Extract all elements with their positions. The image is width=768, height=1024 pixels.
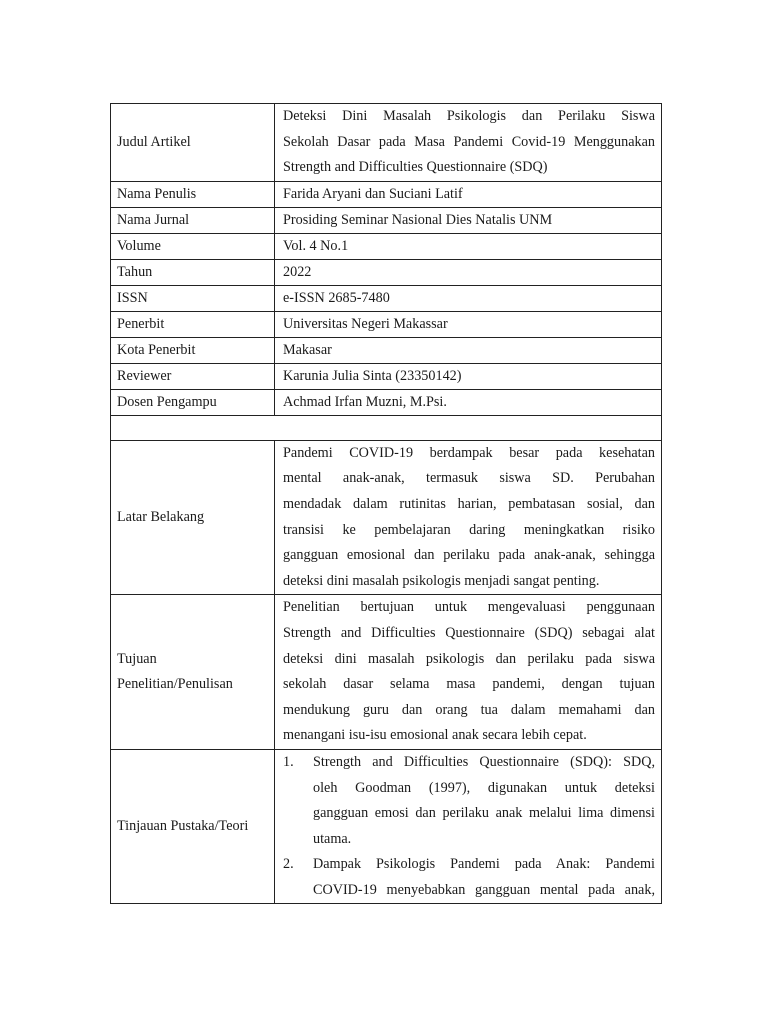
article-review-table	[110, 103, 662, 904]
judul-line: Deteksi Dini Masalah Psikologis dan Perilaku Siswa	[283, 108, 655, 124]
value-nama-jurnal: Prosiding Seminar Nasional Dies Natalis UNM	[275, 207, 662, 233]
theory-line: utama.	[313, 830, 352, 847]
theory-line: gangguan emosi dan perilaku anak melalui lima dimensi	[313, 805, 655, 822]
row-dosen-pengampu	[111, 389, 662, 415]
theory-line: Strength and Difficulties Questionnaire (SDQ): SDQ,	[313, 753, 655, 770]
latar-line: mendadak dalam rutinitas harian, pembatasan sosial, dan	[283, 495, 655, 512]
value-tahun: 2022	[275, 259, 662, 285]
judul-line: Strength and Difficulties Questionnaire (SDQ)	[283, 159, 548, 176]
theory-line: oleh Goodman (1997), digunakan untuk deteksi	[313, 779, 655, 796]
value-issn: e-ISSN 2685-7480	[275, 285, 662, 311]
latar-line: gangguan emosional dan perilaku pada anak-anak, sehingga	[283, 547, 655, 564]
theory-line: Dampak Psikologis Pandemi pada Anak: Pandemi	[313, 856, 655, 873]
value-volume: Vol. 4 No.1	[275, 233, 662, 259]
theory-item	[283, 852, 655, 903]
tujuan-label-line: Penelitian/Penulisan	[117, 676, 233, 693]
theory-item	[283, 750, 655, 852]
label-issn: ISSN	[111, 285, 275, 311]
label-nama-penulis: Nama Penulis	[111, 181, 275, 207]
label-tinjauan-pustaka: Tinjauan Pustaka/Teori	[111, 749, 275, 904]
latar-line: deteksi dini masalah psikologis menjadi sangat penting.	[283, 572, 600, 589]
tujuan-line: Strength and Difficulties Questionnaire (SDQ) sebagai alat	[283, 624, 655, 641]
label-tujuan-penelitian	[111, 595, 275, 750]
value-reviewer: Karunia Julia Sinta (23350142)	[275, 363, 662, 389]
theory-item-number: 1.	[283, 753, 294, 770]
tujuan-line: mendukung guru dan orang tua dalam memahami dan	[283, 701, 655, 718]
row-tujuan-penelitian	[111, 595, 662, 750]
judul-line: Sekolah Dasar pada Masa Pandemi Covid-19 Menggunakan	[283, 133, 655, 150]
row-nama-jurnal	[111, 207, 662, 233]
article-review-page	[110, 103, 658, 904]
label-reviewer: Reviewer	[111, 363, 275, 389]
value-penerbit: Universitas Negeri Makassar	[275, 311, 662, 337]
row-tinjauan-pustaka	[111, 749, 662, 904]
latar-line: mental anak-anak, termasuk siswa SD. Perubahan	[283, 470, 655, 487]
value-latar-belakang	[275, 440, 662, 595]
latar-line: Pandemi COVID-19 berdampak besar pada kesehatan	[283, 444, 655, 461]
label-volume: Volume	[111, 233, 275, 259]
row-nama-penulis	[111, 181, 662, 207]
spacer-cell	[111, 415, 662, 440]
theory-list	[283, 750, 655, 904]
row-kota-penerbit	[111, 337, 662, 363]
value-tinjauan-pustaka	[275, 749, 662, 904]
tujuan-line: sekolah dasar selama masa pandemi, dengan tujuan	[283, 676, 655, 693]
theory-line: COVID-19 menyebabkan gangguan mental pada anak,	[313, 881, 655, 898]
row-issn	[111, 285, 662, 311]
tujuan-label-line: Tujuan	[117, 650, 157, 667]
label-tahun: Tahun	[111, 259, 275, 285]
row-judul-artikel	[111, 104, 662, 182]
tujuan-line: Penelitian bertujuan untuk mengevaluasi penggunaan	[283, 599, 655, 616]
row-reviewer	[111, 363, 662, 389]
row-latar-belakang	[111, 440, 662, 595]
value-tujuan-penelitian	[275, 595, 662, 750]
row-penerbit	[111, 311, 662, 337]
value-dosen-pengampu: Achmad Irfan Muzni, M.Psi.	[275, 389, 662, 415]
label-kota-penerbit: Kota Penerbit	[111, 337, 275, 363]
label-judul-artikel: Judul Artikel	[111, 104, 275, 182]
tujuan-line: menangani isu-isu emosional anak secara lebih cepat.	[283, 727, 587, 744]
theory-item-number: 2.	[283, 856, 294, 873]
spacer-row	[111, 415, 662, 440]
value-judul-artikel	[275, 104, 662, 182]
row-volume	[111, 233, 662, 259]
tujuan-line: deteksi dini masalah psikologis dan perilaku pada siswa	[283, 650, 655, 667]
label-penerbit: Penerbit	[111, 311, 275, 337]
label-latar-belakang: Latar Belakang	[111, 440, 275, 595]
value-kota-penerbit: Makasar	[275, 337, 662, 363]
label-dosen-pengampu: Dosen Pengampu	[111, 389, 275, 415]
latar-line: transisi ke pembelajaran daring meningkatkan risiko	[283, 521, 655, 538]
label-nama-jurnal: Nama Jurnal	[111, 207, 275, 233]
value-nama-penulis: Farida Aryani dan Suciani Latif	[275, 181, 662, 207]
row-tahun	[111, 259, 662, 285]
